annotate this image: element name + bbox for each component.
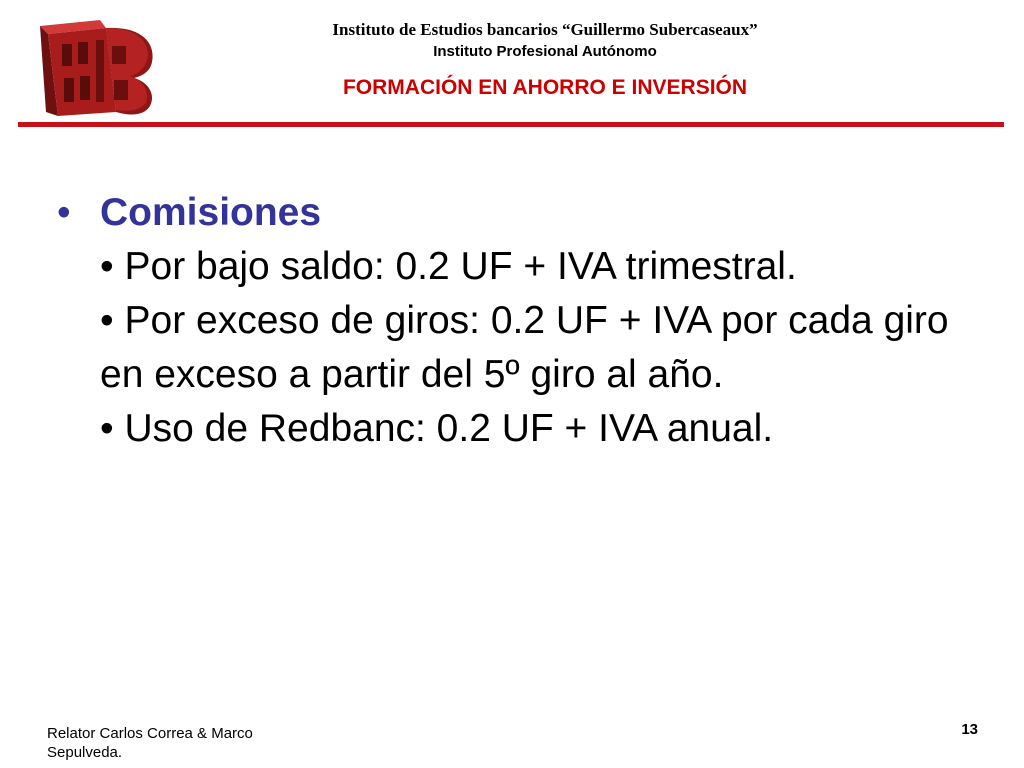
- institution-name: Instituto de Estudios bancarios “Guillermo Subercaseaux”: [332, 20, 758, 39]
- list-item: • Uso de Redbanc: 0.2 UF + IVA anual.: [100, 407, 774, 450]
- presenter-credit: Relator Carlos Correa & Marco Sepulveda.: [47, 725, 253, 761]
- header-divider: [18, 122, 1004, 127]
- list-item: • Por bajo saldo: 0.2 UF + IVA trimestral.: [100, 245, 797, 288]
- section-heading: Comisiones: [100, 191, 322, 234]
- institution-subtitle: Instituto Profesional Autónomo: [433, 43, 657, 60]
- page-number: 13: [961, 721, 978, 738]
- slide-content: [100, 186, 980, 456]
- list-item: • Por exceso de giros: 0.2 UF + IVA por cada giro en exceso a partir del 5º giro al año.: [100, 299, 949, 396]
- main-bullet: •: [57, 191, 71, 234]
- course-title: FORMACIÓN EN AHORRO E INVERSIÓN: [342, 76, 748, 99]
